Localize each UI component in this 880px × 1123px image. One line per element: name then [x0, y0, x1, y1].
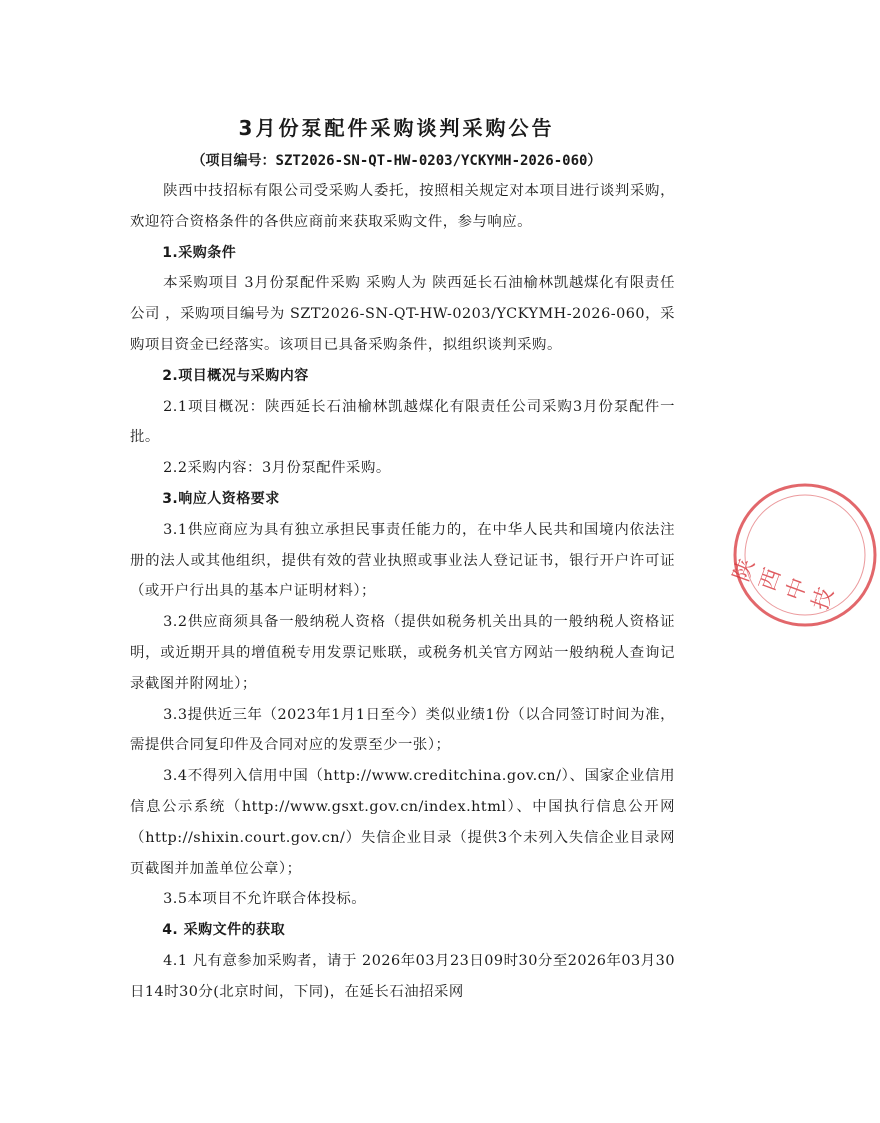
section-paragraph: 2.1项目概况：陕西延长石油榆林凯越煤化有限责任公司采购3月份泵配件一批。	[130, 398, 675, 446]
intro-paragraph: 陕西中技招标有限公司受采购人委托，按照相关规定对本项目进行谈判采购，欢迎符合资格条件的各供应商前来获取采购文件，参与响应。	[130, 183, 675, 230]
section-paragraph: 3.1供应商应为具有独立承担民事责任能力的，在中华人民共和国境内依法注册的法人或其他组织，提供有效的营业执照或事业法人登记证书，银行开户许可证（或开户行出具的基本户证明材料）；	[130, 521, 675, 600]
section-paragraph: 2.2采购内容：3月份泵配件采购。	[163, 460, 391, 477]
section-heading: 2.项目概况与采购内容	[162, 367, 309, 384]
section-heading: 4. 采购文件的获取	[162, 922, 286, 939]
document-title: 3月份泵配件采购谈判采购公告	[238, 116, 555, 140]
section-paragraph: 3.4不得列入信用中国（http://www.creditchina.gov.cn/）、国家企业信用信息公示系统（http://www.gsxt.gov.cn/index.html）、中国执行信息公开网（http://shixin.court.gov.cn/）失信企业目录（提供3个未列入失信企业目录网页截图并加盖单位公章）；	[130, 768, 675, 877]
company-seal-stamp	[730, 480, 880, 630]
document-body	[130, 176, 675, 1008]
section-heading: 1.采购条件	[162, 244, 237, 261]
section-heading: 3.响应人资格要求	[162, 490, 280, 507]
section-paragraph: 3.2供应商须具备一般纳税人资格（提供如税务机关出具的一般纳税人资格证明，或近期开具的增值税专用发票记账联，或税务机关官方网站一般纳税人查询记录截图并附网址）；	[130, 614, 675, 692]
section-paragraph: 本采购项目 3月份泵配件采购 采购人为 陕西延长石油榆林凯越煤化有限责任公司 ，采购项目编号为 SZT2026-SN-QT-HW-0203/YCKYMH-2026-060，采购项目资金已经落实。该项目已具备采购条件，拟组织谈判采购。	[130, 275, 675, 353]
section-paragraph: 4.1 凡有意参加采购者，请于 2026年03月23日09时30分至2026年03月30日14时30分(北京时间，下同)，在延长石油招采网	[130, 952, 675, 1000]
section-paragraph: 3.3提供近三年（2023年1月1日至今）类似业绩1份（以合同签订时间为准，需提供合同复印件及合同对应的发票至少一张）；	[130, 706, 675, 754]
project-code: （项目编号：SZT2026-SN-QT-HW-0203/YCKYMH-2026-060）	[191, 153, 602, 169]
section-paragraph: 3.5本项目不允许联合体投标。	[163, 891, 367, 908]
svg-text:陕西中技: 陕西中技	[729, 555, 840, 614]
